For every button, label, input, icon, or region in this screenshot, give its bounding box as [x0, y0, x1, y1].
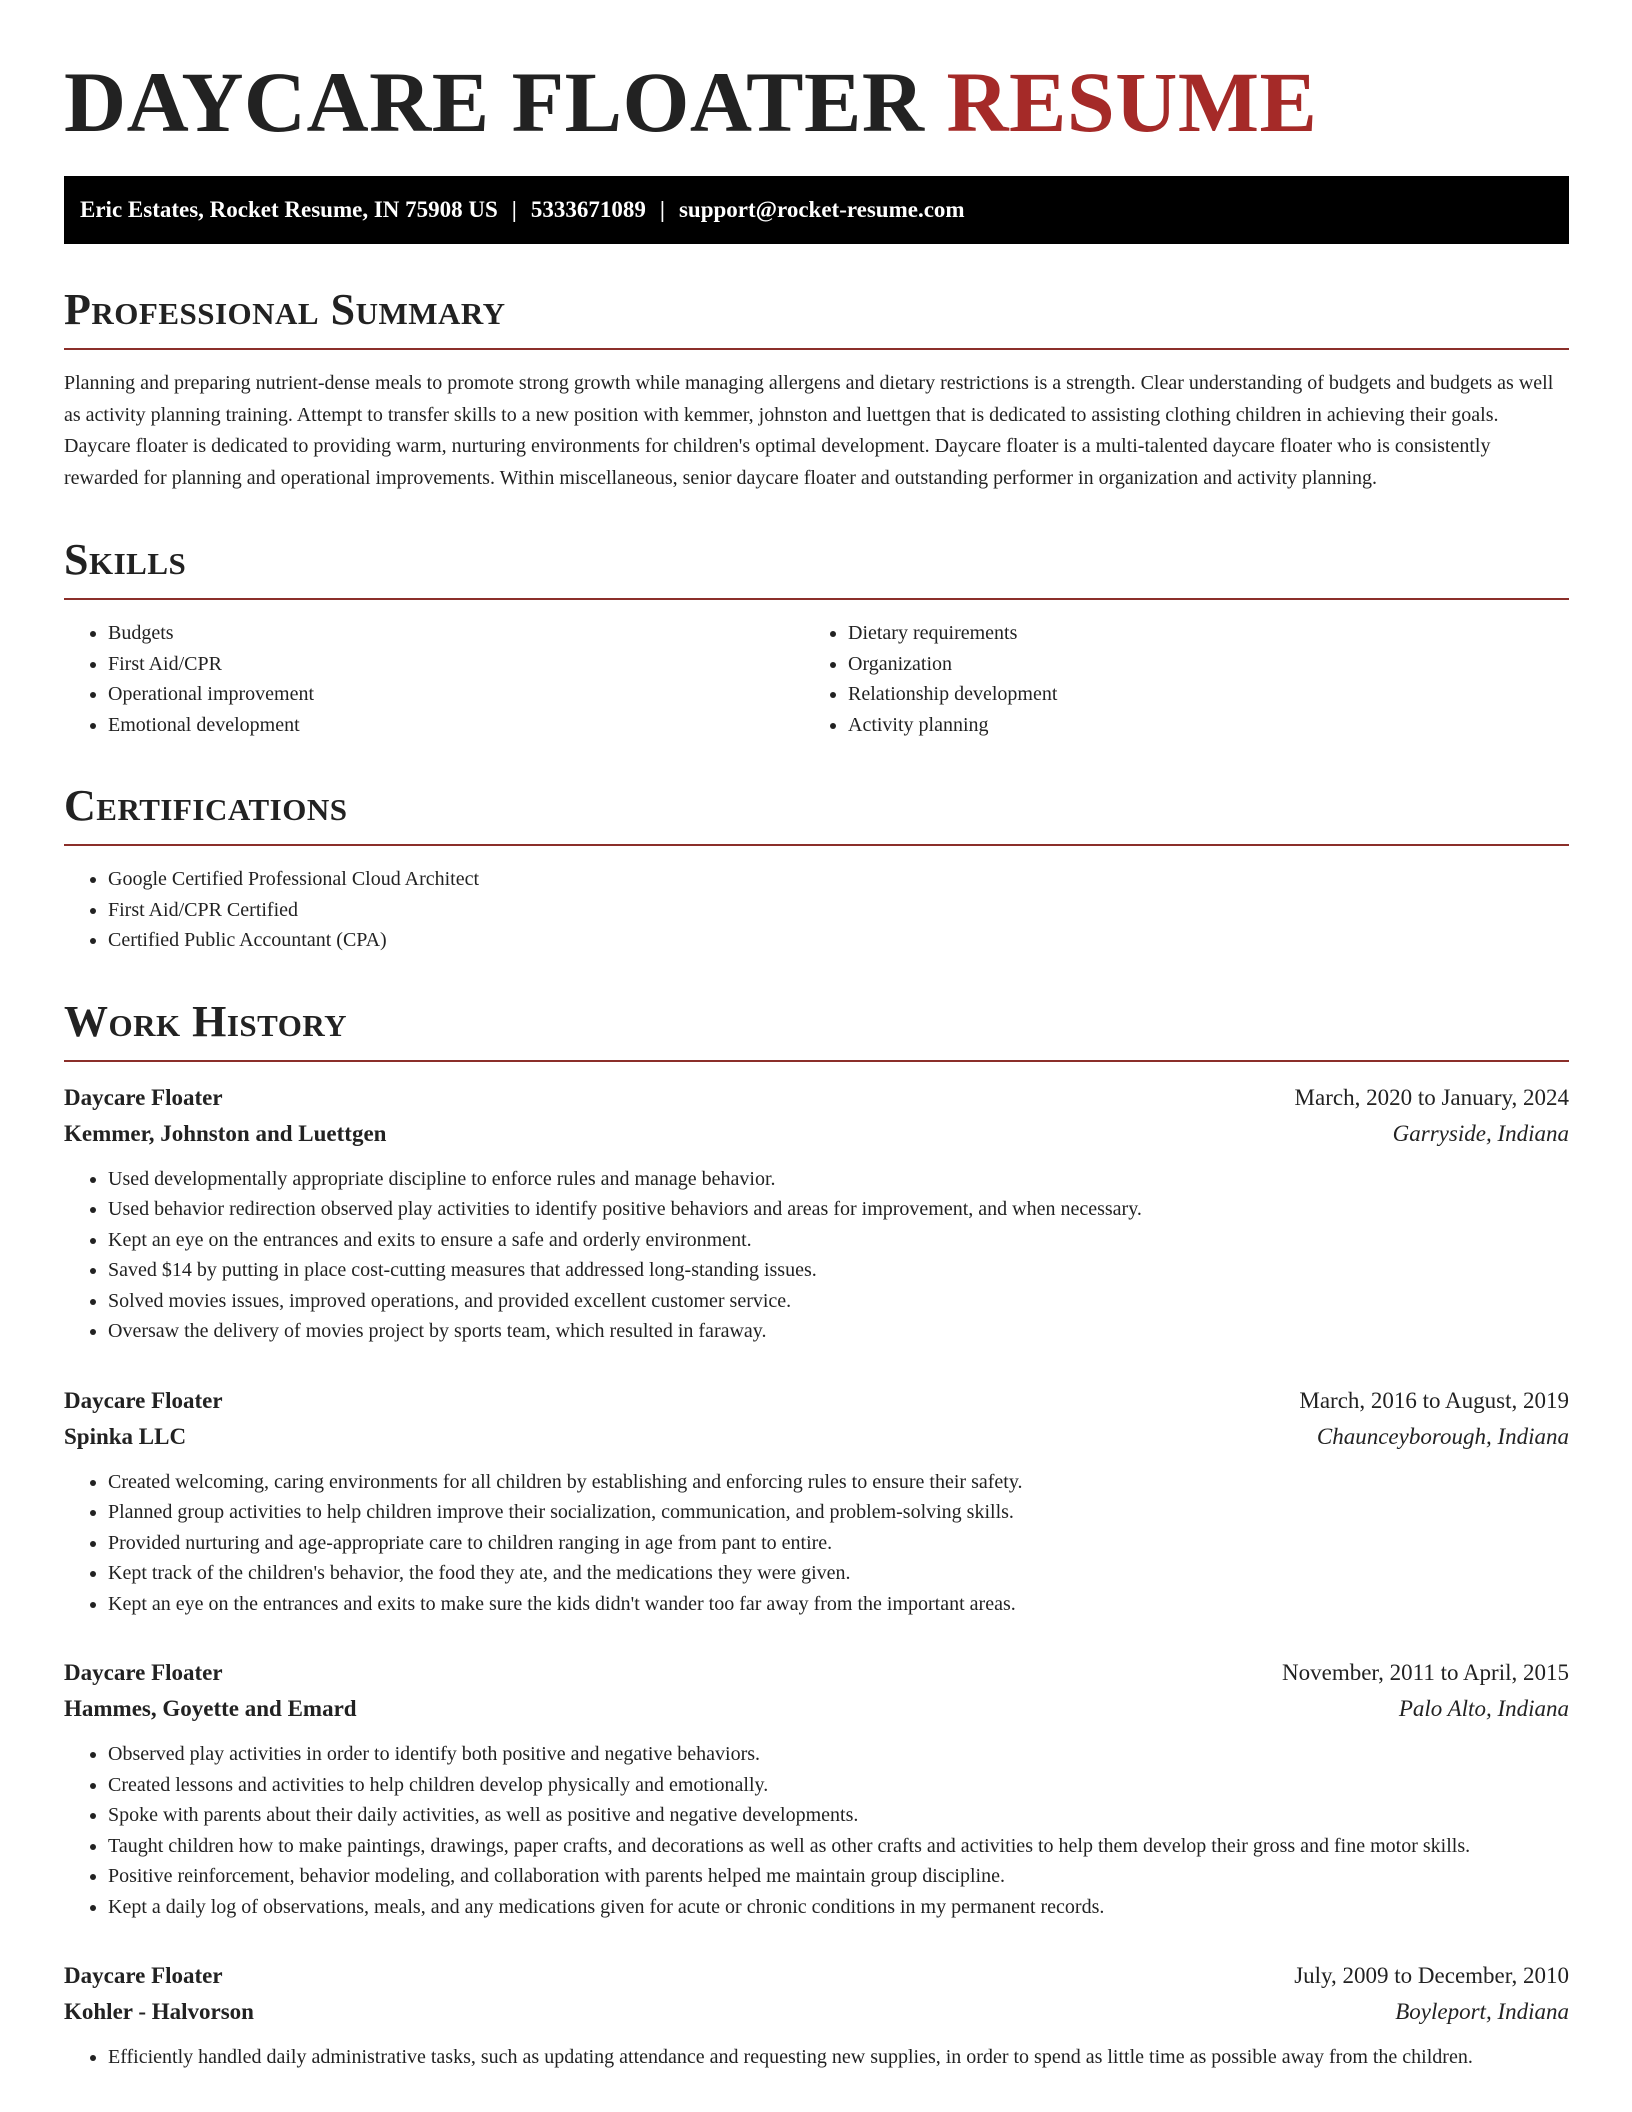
summary-heading: Professional Summary	[64, 285, 506, 334]
skill-item: • Budgets	[108, 618, 804, 649]
job-duties-list	[64, 1164, 1569, 1347]
job-title: Daycare Floater	[64, 1084, 223, 1110]
job-duty: • Created lessons and activities to help children develop physically and emotionally.	[108, 1770, 1569, 1801]
job-duty: • Kept an eye on the entrances and exits to make sure the kids didn't wander too far away from the important areas.	[108, 1589, 1569, 1620]
job-duty: • Provided nurturing and age-appropriate care to children ranging in age from pant to entire.	[108, 1528, 1569, 1559]
skill-item: • Activity planning	[848, 710, 1544, 741]
job-duties-list	[64, 1467, 1569, 1620]
skill-item: • Organization	[848, 649, 1544, 680]
job-header-row	[64, 1080, 1569, 1116]
work-history-section	[64, 998, 1569, 2073]
job-duty: • Planned group activities to help children improve their socialization, communication, and problem-solving skills.	[108, 1497, 1569, 1528]
resume-title	[64, 52, 1569, 152]
job-duty: • Oversaw the delivery of movies project by sports team, which resulted in faraway.	[108, 1316, 1569, 1347]
job-dates: March, 2016 to August, 2019	[1299, 1387, 1569, 1413]
job-location: Palo Alto, Indiana	[1398, 1696, 1569, 1721]
job-header-row	[64, 1958, 1569, 1994]
skill-item: • Dietary requirements	[848, 618, 1544, 649]
skills-heading: Skills	[64, 535, 187, 584]
job-duty: • Positive reinforcement, behavior modeling, and collaboration with parents helped me maintain group discipline.	[108, 1861, 1569, 1892]
job-entry	[64, 1958, 1569, 2073]
work-history-heading: Work History	[64, 996, 348, 1046]
job-duty: • Used developmentally appropriate discipline to enforce rules and manage behavior.	[108, 1164, 1569, 1195]
job-duty: • Taught children how to make paintings, drawings, paper crafts, and decorations as well as other crafts and activities to help them develop their gross and fine motor skills.	[108, 1831, 1569, 1862]
certifications-heading: Certifications	[64, 781, 348, 830]
job-location: Boyleport, Indiana	[1395, 1999, 1569, 2024]
job-header-row	[64, 1383, 1569, 1419]
job-dates: November, 2011 to April, 2015	[1282, 1660, 1569, 1685]
job-location: Garryside, Indiana	[1392, 1120, 1569, 1146]
job-company: Spinka LLC	[64, 1423, 187, 1449]
job-duties-list	[64, 1739, 1569, 1922]
job-duty: • Observed play activities in order to identify both positive and negative behaviors.	[108, 1739, 1569, 1770]
certification-item: • Google Certified Professional Cloud Architect	[108, 864, 1569, 895]
job-entry	[64, 1383, 1569, 1620]
summary-section	[64, 286, 1569, 494]
contact-separator: |	[511, 197, 517, 222]
job-duty: • Kept a daily log of observations, meals, and any medications given for acute or chronic conditions in my permanent records.	[108, 1892, 1569, 1923]
contact-email: support@rocket-resume.com	[678, 197, 965, 222]
job-subheader-row	[64, 1691, 1569, 1727]
title-main: DAYCARE FLOATER	[64, 54, 925, 150]
contact-address: Eric Estates, Rocket Resume, IN 75908 US	[80, 197, 498, 222]
job-duty: • Solved movies issues, improved operations, and provided excellent customer service.	[108, 1286, 1569, 1317]
job-title: Daycare Floater	[64, 1963, 223, 1988]
job-duty: • Kept an eye on the entrances and exits to ensure a safe and orderly environment.	[108, 1225, 1569, 1256]
skills-section	[64, 536, 1569, 740]
certifications-list	[64, 864, 1569, 956]
certification-item: • First Aid/CPR Certified	[108, 895, 1569, 926]
skill-item: • First Aid/CPR	[108, 649, 804, 680]
job-duties-list	[64, 2042, 1569, 2073]
section-divider	[64, 348, 1569, 350]
contact-phone: 5333671089	[530, 197, 646, 222]
job-entry	[64, 1080, 1569, 1347]
certifications-section	[64, 782, 1569, 956]
section-divider	[64, 598, 1569, 600]
job-dates: July, 2009 to December, 2010	[1294, 1963, 1569, 1988]
skills-grid	[64, 618, 1569, 740]
job-subheader-row	[64, 1994, 1569, 2030]
resume-content	[64, 52, 1569, 2109]
certification-item: • Certified Public Accountant (CPA)	[108, 925, 1569, 956]
job-header-row	[64, 1655, 1569, 1691]
job-title: Daycare Floater	[64, 1387, 223, 1413]
job-duty: • Created welcoming, caring environments for all children by establishing and enforcing rules to ensure their safety.	[108, 1467, 1569, 1498]
skill-item: • Operational improvement	[108, 679, 804, 710]
job-subheader-row	[64, 1116, 1569, 1152]
skill-item: • Relationship development	[848, 679, 1544, 710]
job-entry	[64, 1655, 1569, 1922]
job-location: Chaunceyborough, Indiana	[1316, 1423, 1569, 1449]
job-duty: • Saved $14 by putting in place cost-cutting measures that addressed long-standing issues.	[108, 1255, 1569, 1286]
job-subheader-row	[64, 1419, 1569, 1455]
job-dates: March, 2020 to January, 2024	[1294, 1084, 1569, 1110]
job-duty: • Kept track of the children's behavior, the food they ate, and the medications they were given.	[108, 1558, 1569, 1589]
contact-separator: |	[659, 197, 665, 222]
job-company: Kemmer, Johnston and Luettgen	[64, 1120, 387, 1146]
job-title: Daycare Floater	[64, 1660, 223, 1685]
skills-list-right	[804, 618, 1544, 740]
job-duty: • Used behavior redirection observed play activities to identify positive behaviors and areas for improvement, and when necessary.	[108, 1194, 1569, 1225]
job-duty: • Efficiently handled daily administrative tasks, such as updating attendance and requesting new supplies, in order to spend as little time as possible away from the children.	[108, 2042, 1569, 2073]
summary-text: Planning and preparing nutrient-dense meals to promote strong growth while managing allergens and dietary restrictions is a strength. Clear understanding of budgets and budgets as well as activity planning training. Attempt to transfer skills to a new position with kemmer, johnston and luettgen that is dedicated to assisting clothing children in achieving their goals. Daycare floater is dedicated to providing warm, nurturing environments for children's optimal development. Daycare floater is a multi-talented daycare floater who is consistently rewarded for planning and operational improvements. Within miscellaneous, senior daycare floater and outstanding performer in organization and activity planning.	[64, 372, 1554, 489]
skill-item: • Emotional development	[108, 710, 804, 741]
contact-bar	[64, 176, 1569, 244]
job-duty: • Spoke with parents about their daily activities, as well as positive and negative developments.	[108, 1800, 1569, 1831]
skills-list-left	[64, 618, 804, 740]
section-divider	[64, 1060, 1569, 1062]
job-company: Kohler - Halvorson	[64, 1999, 254, 2024]
section-divider	[64, 844, 1569, 846]
title-accent: RESUME	[946, 54, 1318, 150]
job-company: Hammes, Goyette and Emard	[64, 1696, 357, 1721]
